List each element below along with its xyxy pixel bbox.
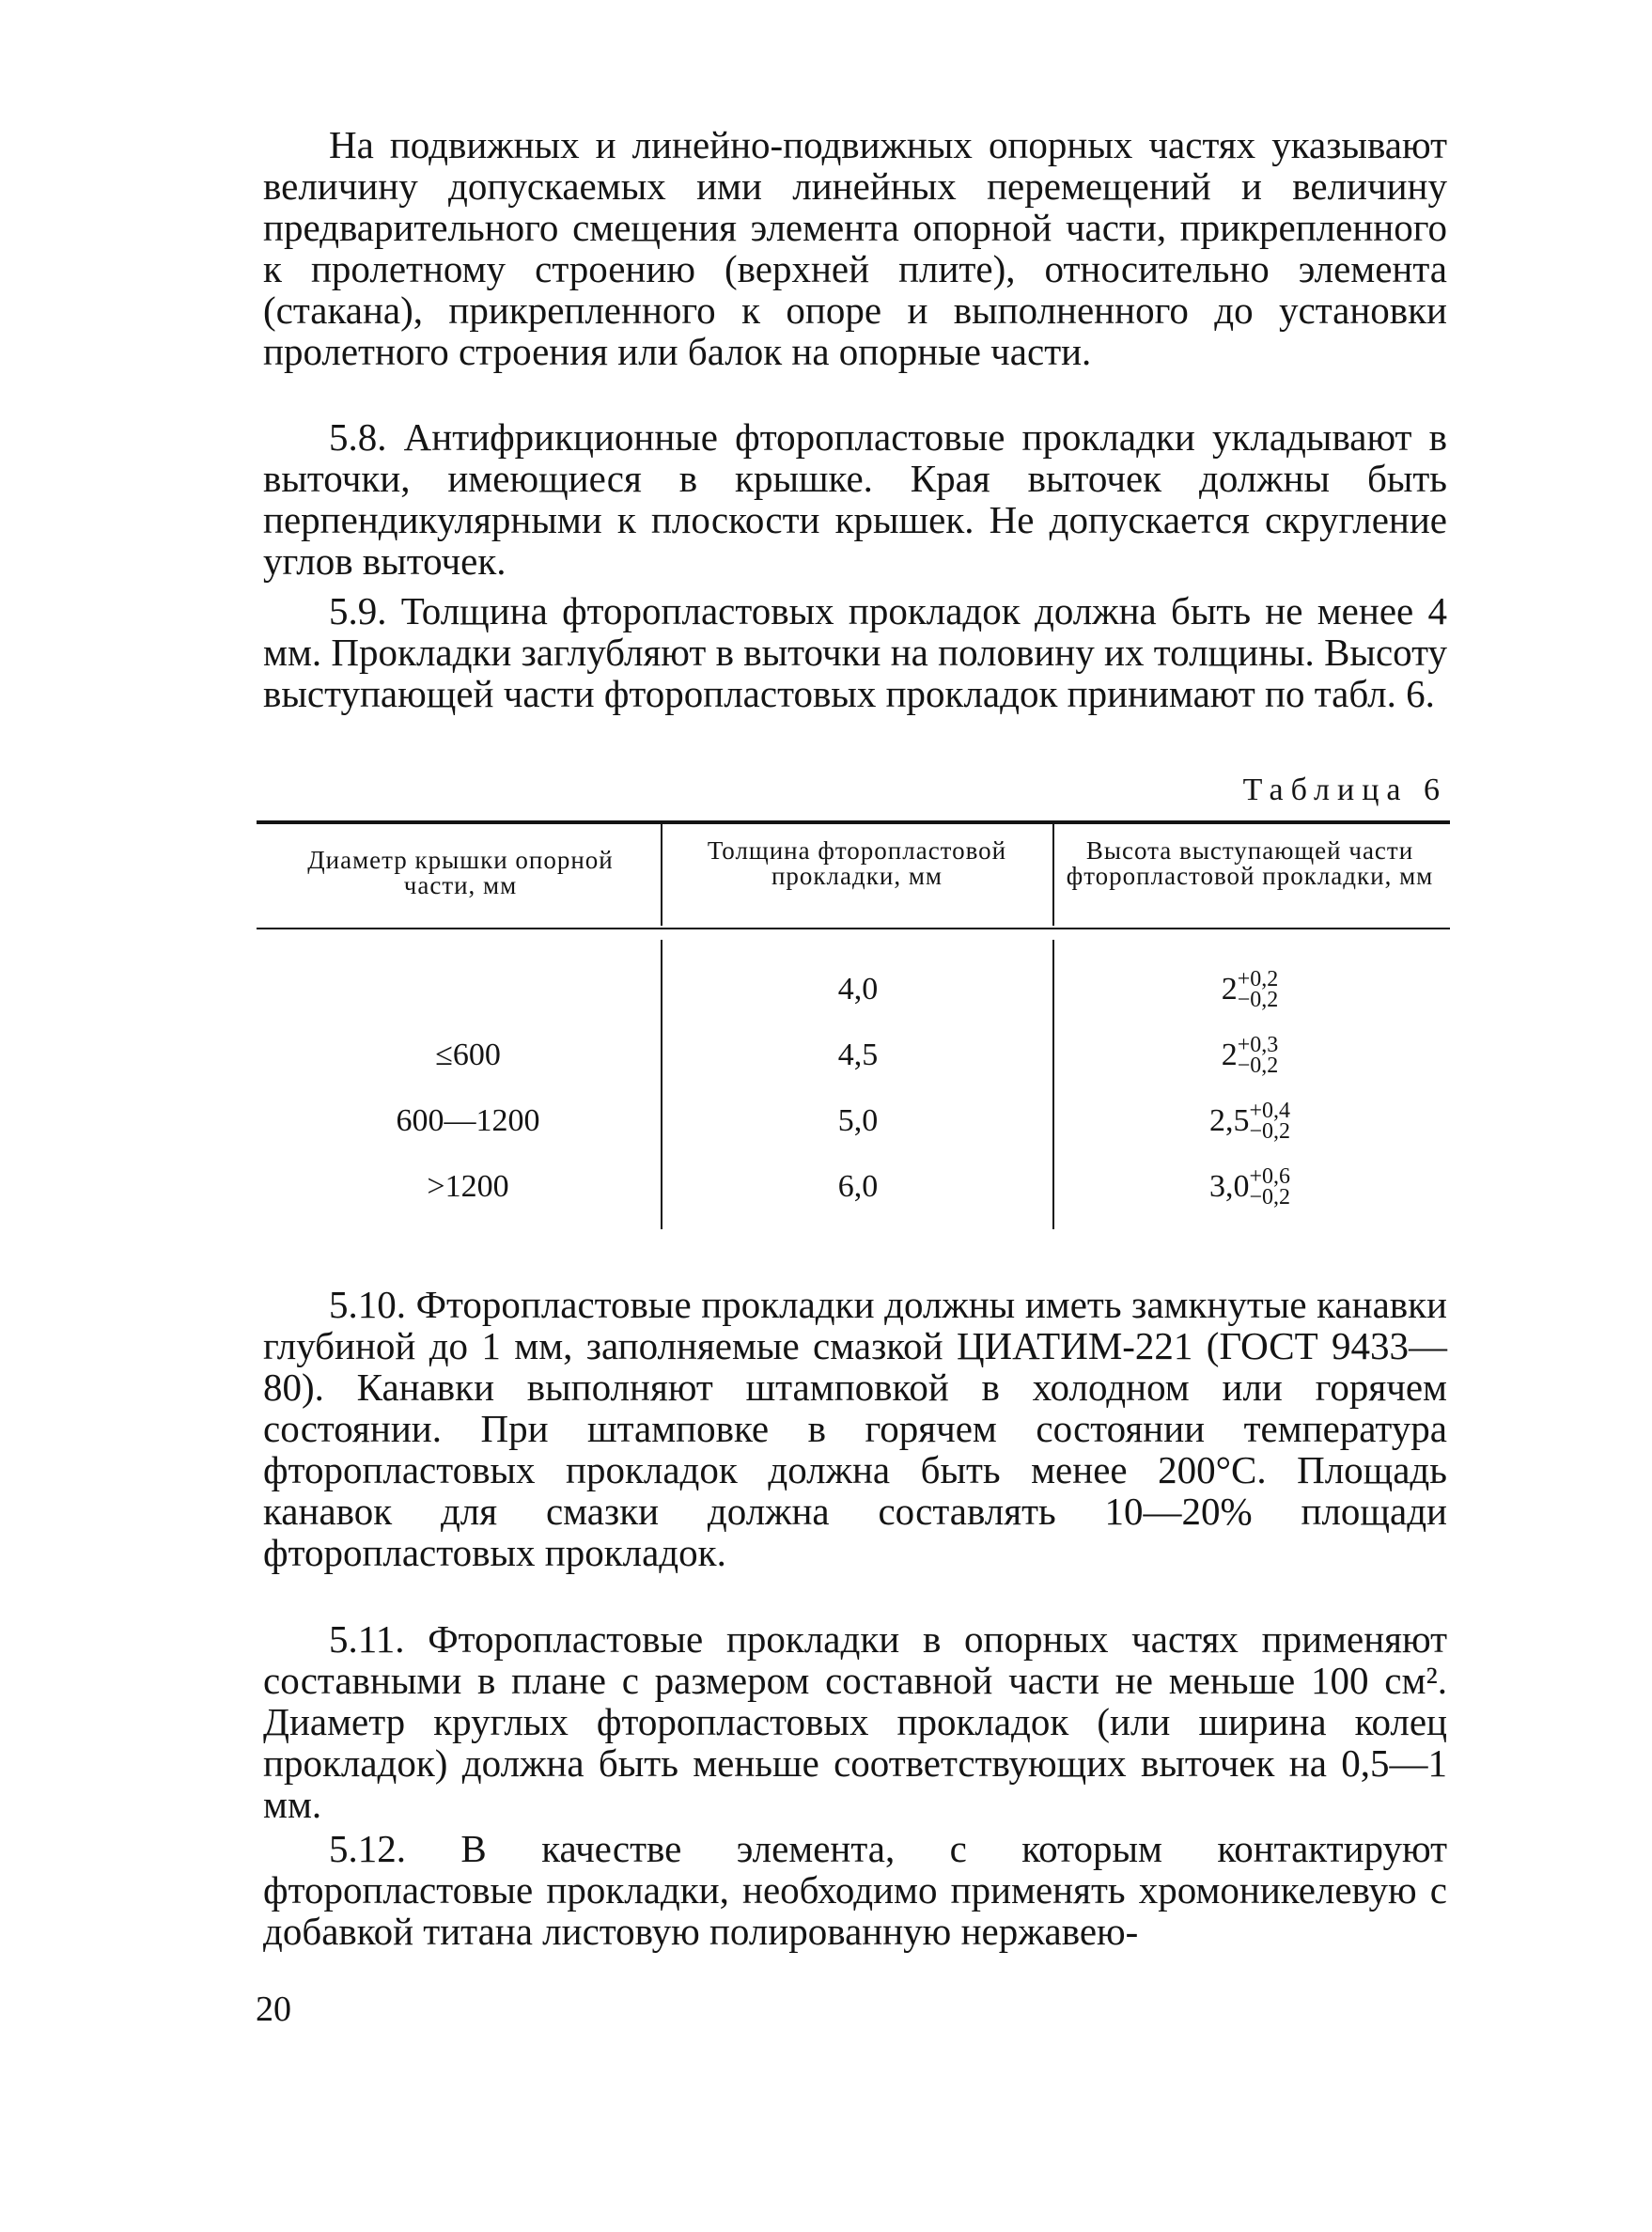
paragraph-5-9: 5.9. Толщина фторопластовых прокладок должна быть не менее 4 мм. Прокладки заглубляют в выточки на половину их толщины. Высоту выступающей части фторопластовых прокладок принимают по табл. 6. (263, 589, 1447, 715)
table-cell-height (1062, 1035, 1438, 1076)
table-caption: Таблица 6 (1242, 773, 1447, 807)
table-top-rule (257, 820, 1450, 824)
height-plus-tolerance: +0,2 (1237, 967, 1279, 991)
table-header-rule (257, 928, 1450, 929)
table-cell-diameter: 600—1200 (396, 1103, 540, 1138)
paragraph-5-8: 5.8. Антифрикционные фторопластовые прокладки укладывают в выточки, имеющиеся в крышке. Края выточек должны быть перпендикулярными к плоскости крышек. Не допускается скругление углов выточек. (263, 415, 1447, 583)
table-cell-height (1062, 1100, 1438, 1142)
table-cell-height (1062, 1166, 1438, 1208)
paragraph-supports-displacement: На подвижных и линейно-подвижных опорных частях указывают величину допускаемых ими линейных перемещений и величину предварительного смещения элемента опорной части, прикрепленного к пролетному строению (верхней плите), относительно элемента (стакана), прикрепленного к опоре и выполненного до установки пролетного строения или балок на опорные части. (263, 123, 1447, 373)
height-plus-tolerance: +0,4 (1249, 1099, 1291, 1123)
table-cell-height (1062, 969, 1438, 1010)
height-minus-tolerance: −0,2 (1249, 1119, 1291, 1144)
height-minus-tolerance: −0,2 (1249, 1185, 1291, 1210)
height-base: 3,0 (1208, 1169, 1250, 1204)
table-cell-thickness: 6,0 (837, 1169, 879, 1204)
table-divider-1 (661, 824, 662, 926)
height-minus-tolerance: −0,2 (1237, 1054, 1279, 1078)
height-base: 2,5 (1208, 1103, 1250, 1138)
height-minus-tolerance: −0,2 (1237, 988, 1279, 1012)
table-divider-1-body (661, 940, 662, 1229)
height-base: 2 (1221, 1038, 1238, 1072)
table-header-diameter: Диаметр крышки опорной части, мм (307, 846, 614, 899)
paragraph-5-10: 5.10. Фторопластовые прокладки должны иметь замкнутые канавки глубиной до 1 мм, заполняемые смазкой ЦИАТИМ-221 (ГОСТ 9433—80). Канавки выполняют штамповкой в холодном или горячем состоянии. При штамповке в горячем состоянии температура фторопластовых прокладок должна быть менее 200°С. Площадь канавок для смазки должна составлять 10—20% площади фторопластовых прокладок. (263, 1283, 1447, 1574)
table-cell-diameter: ≤600 (435, 1038, 501, 1072)
table-cell-thickness: 5,0 (837, 1103, 879, 1138)
paragraph-5-12: 5.12. В качестве элемента, с которым контактируют фторопластовые прокладки, необходимо применять хромоникелевую с добавкой титана листовую полированную нержавею- (263, 1827, 1447, 1953)
paragraph-5-11: 5.11. Фторопластовые прокладки в опорных частях применяют составными в плане с размером составной части не меньше 100 см². Диаметр круглых фторопластовых прокладок (или ширина колец прокладок) должна быть меньше соответствующих выточек на 0,5—1 мм. (263, 1617, 1447, 1826)
page-number: 20 (256, 1990, 291, 2029)
table-header-height: Высота выступающей части фторопластовой прокладки, мм (1066, 836, 1434, 890)
table-divider-2-body (1052, 940, 1054, 1229)
height-base: 2 (1221, 972, 1238, 1007)
table-divider-2 (1052, 824, 1054, 926)
table-header-thickness: Толщина фторопластовой прокладки, мм (707, 836, 1007, 890)
table-cell-thickness: 4,0 (837, 972, 879, 1007)
table-cell-thickness: 4,5 (837, 1038, 879, 1072)
table-cell-diameter: >1200 (427, 1169, 509, 1204)
height-plus-tolerance: +0,6 (1249, 1164, 1291, 1189)
height-plus-tolerance: +0,3 (1237, 1033, 1279, 1057)
